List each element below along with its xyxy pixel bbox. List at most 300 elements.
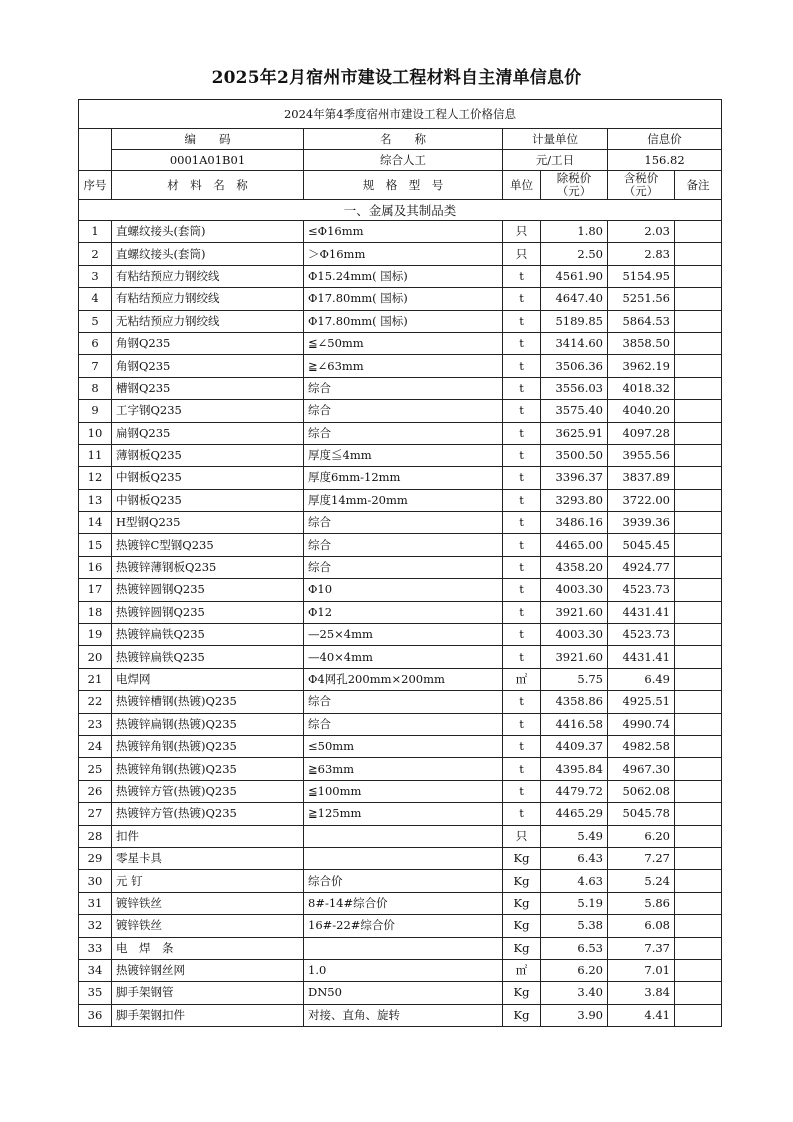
row-number: 17 bbox=[79, 579, 112, 601]
table-row bbox=[79, 467, 722, 489]
spec-model: 综合 bbox=[304, 556, 503, 578]
row-number: 32 bbox=[79, 915, 112, 937]
material-name: 热镀锌扁铁Q235 bbox=[112, 646, 304, 668]
price-inc-tax: 4431.41 bbox=[608, 646, 675, 668]
spec-model bbox=[304, 825, 503, 847]
material-name: 扁钢Q235 bbox=[112, 422, 304, 444]
note bbox=[675, 624, 722, 646]
spec-model bbox=[304, 937, 503, 959]
unit: Kg bbox=[503, 915, 541, 937]
price-header: 信息价 bbox=[608, 129, 722, 150]
row-number: 8 bbox=[79, 377, 112, 399]
table-row bbox=[79, 780, 722, 802]
price-inc-tax: 6.08 bbox=[608, 915, 675, 937]
price-inc-tax: 3.84 bbox=[608, 982, 675, 1004]
note bbox=[675, 825, 722, 847]
price-ex-tax: 2.50 bbox=[541, 243, 608, 265]
row-number: 4 bbox=[79, 288, 112, 310]
price-inc-tax: 2.03 bbox=[608, 221, 675, 243]
code-header: 编 码 bbox=[112, 129, 304, 150]
table-row bbox=[79, 556, 722, 578]
unit: Kg bbox=[503, 847, 541, 869]
price-inc-tax: 5154.95 bbox=[608, 265, 675, 287]
table-row bbox=[79, 959, 722, 981]
note bbox=[675, 870, 722, 892]
price-ex-tax: 4479.72 bbox=[541, 780, 608, 802]
labor-value-row bbox=[79, 150, 722, 171]
table-row bbox=[79, 332, 722, 354]
unit: t bbox=[503, 489, 541, 511]
price-ex-tax: 5.38 bbox=[541, 915, 608, 937]
material-name: 有粘结预应力钢绞线 bbox=[112, 288, 304, 310]
material-name: 中钢板Q235 bbox=[112, 467, 304, 489]
price-ex-tax: 5189.85 bbox=[541, 310, 608, 332]
spec-model: Φ10 bbox=[304, 579, 503, 601]
table-row bbox=[79, 534, 722, 556]
spec-model: 厚度6mm-12mm bbox=[304, 467, 503, 489]
table-row bbox=[79, 758, 722, 780]
unit: ㎡ bbox=[503, 668, 541, 690]
section-title: 一、金属及其制品类 bbox=[79, 200, 722, 221]
labor-title-row bbox=[79, 100, 722, 129]
spec-model: ≧63mm bbox=[304, 758, 503, 780]
note bbox=[675, 758, 722, 780]
row-number: 5 bbox=[79, 310, 112, 332]
price-ex-tax: 4465.00 bbox=[541, 534, 608, 556]
price-ex-tax: 4647.40 bbox=[541, 288, 608, 310]
price-ex-tax: 4409.37 bbox=[541, 735, 608, 757]
price-inc-tax: 7.37 bbox=[608, 937, 675, 959]
material-name: 热镀锌薄钢板Q235 bbox=[112, 556, 304, 578]
table-row bbox=[79, 668, 722, 690]
table-row bbox=[79, 288, 722, 310]
row-number: 30 bbox=[79, 870, 112, 892]
price-inc-tax: 5251.56 bbox=[608, 288, 675, 310]
spec-model: 综合 bbox=[304, 400, 503, 422]
price-ex-tax: 4465.29 bbox=[541, 803, 608, 825]
table-row bbox=[79, 982, 722, 1004]
price-inc-tax: 4924.77 bbox=[608, 556, 675, 578]
name-header: 名 称 bbox=[304, 129, 503, 150]
spec-model: 综合 bbox=[304, 377, 503, 399]
spec-model: ≦100mm bbox=[304, 780, 503, 802]
price-ex-tax: 3396.37 bbox=[541, 467, 608, 489]
labor-unit: 元/工日 bbox=[503, 150, 608, 171]
spec-model: 厚度14mm-20mm bbox=[304, 489, 503, 511]
unit: t bbox=[503, 691, 541, 713]
price-ex-tax: 4395.84 bbox=[541, 758, 608, 780]
material-name: 热镀锌方管(热镀)Q235 bbox=[112, 780, 304, 802]
table-row bbox=[79, 512, 722, 534]
material-name: 热镀锌扁钢(热镀)Q235 bbox=[112, 713, 304, 735]
material-name: 中钢板Q235 bbox=[112, 489, 304, 511]
note bbox=[675, 288, 722, 310]
unit: 只 bbox=[503, 221, 541, 243]
spec-model: 厚度≦4mm bbox=[304, 444, 503, 466]
unit: ㎡ bbox=[503, 959, 541, 981]
unit-header: 计量单位 bbox=[503, 129, 608, 150]
table-row bbox=[79, 691, 722, 713]
unit: t bbox=[503, 467, 541, 489]
price-inc-tax: 4097.28 bbox=[608, 422, 675, 444]
table-row bbox=[79, 847, 722, 869]
table-row bbox=[79, 355, 722, 377]
note bbox=[675, 691, 722, 713]
price-inc-tax: 4982.58 bbox=[608, 735, 675, 757]
unit: t bbox=[503, 624, 541, 646]
material-name: 镀锌铁丝 bbox=[112, 915, 304, 937]
price-inc-tax: 5045.45 bbox=[608, 534, 675, 556]
unit: t bbox=[503, 534, 541, 556]
spec-model: 综合 bbox=[304, 512, 503, 534]
material-name: 扣件 bbox=[112, 825, 304, 847]
labor-header-row bbox=[79, 129, 722, 150]
labor-title: 2024年第4季度宿州市建设工程人工价格信息 bbox=[79, 100, 722, 129]
inc-tax-header: 含税价 （元） bbox=[608, 171, 675, 200]
row-number: 9 bbox=[79, 400, 112, 422]
note bbox=[675, 601, 722, 623]
price-ex-tax: 4.63 bbox=[541, 870, 608, 892]
row-number: 6 bbox=[79, 332, 112, 354]
spec-model: 综合 bbox=[304, 691, 503, 713]
labor-name: 综合人工 bbox=[304, 150, 503, 171]
price-inc-tax: 4431.41 bbox=[608, 601, 675, 623]
price-inc-tax: 4018.32 bbox=[608, 377, 675, 399]
note bbox=[675, 355, 722, 377]
blank-cell bbox=[79, 129, 112, 171]
unit: t bbox=[503, 579, 541, 601]
material-name: 元 钉 bbox=[112, 870, 304, 892]
price-inc-tax: 4523.73 bbox=[608, 624, 675, 646]
material-name: 热镀锌C型钢Q235 bbox=[112, 534, 304, 556]
note bbox=[675, 243, 722, 265]
row-number: 34 bbox=[79, 959, 112, 981]
material-name: 镀锌铁丝 bbox=[112, 892, 304, 914]
price-ex-tax: 3.90 bbox=[541, 1004, 608, 1026]
row-number: 24 bbox=[79, 735, 112, 757]
note bbox=[675, 489, 722, 511]
material-name: 薄钢板Q235 bbox=[112, 444, 304, 466]
spec-model: Φ17.80mm( 国标) bbox=[304, 310, 503, 332]
ex-tax-header: 除税价 （元） bbox=[541, 171, 608, 200]
unit: Kg bbox=[503, 982, 541, 1004]
spec-model: ≤Φ16mm bbox=[304, 221, 503, 243]
spec-header: 规 格 型 号 bbox=[304, 171, 503, 200]
price-inc-tax: 3858.50 bbox=[608, 332, 675, 354]
material-name: 直螺纹接头(套筒) bbox=[112, 221, 304, 243]
note bbox=[675, 646, 722, 668]
note bbox=[675, 422, 722, 444]
material-name: 脚手架钢扣件 bbox=[112, 1004, 304, 1026]
material-name: 角钢Q235 bbox=[112, 332, 304, 354]
price-inc-tax: 5864.53 bbox=[608, 310, 675, 332]
spec-model: Φ17.80mm( 国标) bbox=[304, 288, 503, 310]
table-row bbox=[79, 892, 722, 914]
material-name: 工字钢Q235 bbox=[112, 400, 304, 422]
note bbox=[675, 959, 722, 981]
price-ex-tax: 3.40 bbox=[541, 982, 608, 1004]
note bbox=[675, 892, 722, 914]
price-ex-tax: 4003.30 bbox=[541, 579, 608, 601]
spec-model: ＞Φ16mm bbox=[304, 243, 503, 265]
material-header: 材 料 名 称 bbox=[112, 171, 304, 200]
price-inc-tax: 4040.20 bbox=[608, 400, 675, 422]
spec-model bbox=[304, 847, 503, 869]
price-ex-tax: 3414.60 bbox=[541, 332, 608, 354]
unit-col-header: 单位 bbox=[503, 171, 541, 200]
labor-price: 156.82 bbox=[608, 150, 722, 171]
table-row bbox=[79, 444, 722, 466]
unit: 只 bbox=[503, 825, 541, 847]
table-row bbox=[79, 377, 722, 399]
table-row bbox=[79, 601, 722, 623]
price-ex-tax: 6.43 bbox=[541, 847, 608, 869]
price-inc-tax: 5.24 bbox=[608, 870, 675, 892]
spec-model: Φ12 bbox=[304, 601, 503, 623]
unit: t bbox=[503, 601, 541, 623]
row-number: 1 bbox=[79, 221, 112, 243]
row-number: 19 bbox=[79, 624, 112, 646]
unit: t bbox=[503, 758, 541, 780]
price-ex-tax: 3575.40 bbox=[541, 400, 608, 422]
material-name: 直螺纹接头(套筒) bbox=[112, 243, 304, 265]
spec-model: ≦∠50mm bbox=[304, 332, 503, 354]
material-name: 热镀锌槽钢(热镀)Q235 bbox=[112, 691, 304, 713]
note bbox=[675, 1004, 722, 1026]
note bbox=[675, 221, 722, 243]
column-header-row bbox=[79, 171, 722, 200]
price-inc-tax: 4990.74 bbox=[608, 713, 675, 735]
spec-model: —40×4mm bbox=[304, 646, 503, 668]
table-row bbox=[79, 915, 722, 937]
note bbox=[675, 265, 722, 287]
row-number: 35 bbox=[79, 982, 112, 1004]
row-number: 28 bbox=[79, 825, 112, 847]
price-ex-tax: 5.49 bbox=[541, 825, 608, 847]
price-ex-tax: 3556.03 bbox=[541, 377, 608, 399]
material-name: H型钢Q235 bbox=[112, 512, 304, 534]
unit: t bbox=[503, 422, 541, 444]
spec-model: 综合 bbox=[304, 534, 503, 556]
spec-model: Φ15.24mm( 国标) bbox=[304, 265, 503, 287]
note bbox=[675, 937, 722, 959]
price-inc-tax: 3837.89 bbox=[608, 467, 675, 489]
price-ex-tax: 3506.36 bbox=[541, 355, 608, 377]
table-row bbox=[79, 265, 722, 287]
note bbox=[675, 534, 722, 556]
price-ex-tax: 4416.58 bbox=[541, 713, 608, 735]
material-name: 热镀锌钢丝网 bbox=[112, 959, 304, 981]
price-inc-tax: 3722.00 bbox=[608, 489, 675, 511]
material-name: 热镀锌角钢(热镀)Q235 bbox=[112, 735, 304, 757]
price-inc-tax: 7.27 bbox=[608, 847, 675, 869]
price-inc-tax: 6.20 bbox=[608, 825, 675, 847]
price-inc-tax: 5045.78 bbox=[608, 803, 675, 825]
unit: t bbox=[503, 713, 541, 735]
price-inc-tax: 7.01 bbox=[608, 959, 675, 981]
material-name: 热镀锌圆钢Q235 bbox=[112, 601, 304, 623]
price-inc-tax: 6.49 bbox=[608, 668, 675, 690]
price-inc-tax: 3962.19 bbox=[608, 355, 675, 377]
table-row bbox=[79, 713, 722, 735]
note bbox=[675, 310, 722, 332]
table-row bbox=[79, 870, 722, 892]
price-ex-tax: 4561.90 bbox=[541, 265, 608, 287]
unit: t bbox=[503, 288, 541, 310]
row-number: 21 bbox=[79, 668, 112, 690]
row-number: 14 bbox=[79, 512, 112, 534]
price-ex-tax: 4358.20 bbox=[541, 556, 608, 578]
unit: t bbox=[503, 332, 541, 354]
note bbox=[675, 332, 722, 354]
note-header: 备注 bbox=[675, 171, 722, 200]
price-inc-tax: 4967.30 bbox=[608, 758, 675, 780]
material-name: 零星卡具 bbox=[112, 847, 304, 869]
material-name: 有粘结预应力钢绞线 bbox=[112, 265, 304, 287]
row-number: 20 bbox=[79, 646, 112, 668]
row-number: 31 bbox=[79, 892, 112, 914]
table-row bbox=[79, 489, 722, 511]
unit: t bbox=[503, 377, 541, 399]
note bbox=[675, 780, 722, 802]
price-inc-tax: 5.86 bbox=[608, 892, 675, 914]
note bbox=[675, 467, 722, 489]
spec-model: 综合 bbox=[304, 422, 503, 444]
unit: Kg bbox=[503, 892, 541, 914]
row-number: 15 bbox=[79, 534, 112, 556]
table-row bbox=[79, 937, 722, 959]
row-number: 29 bbox=[79, 847, 112, 869]
price-ex-tax: 3625.91 bbox=[541, 422, 608, 444]
row-number: 3 bbox=[79, 265, 112, 287]
note bbox=[675, 556, 722, 578]
row-number: 18 bbox=[79, 601, 112, 623]
spec-model: —25×4mm bbox=[304, 624, 503, 646]
table-row bbox=[79, 579, 722, 601]
note bbox=[675, 713, 722, 735]
spec-model: Φ4网孔200mm×200mm bbox=[304, 668, 503, 690]
seq-header: 序号 bbox=[79, 171, 112, 200]
unit: t bbox=[503, 444, 541, 466]
price-inc-tax: 3939.36 bbox=[608, 512, 675, 534]
price-inc-tax: 4925.51 bbox=[608, 691, 675, 713]
price-table bbox=[78, 99, 722, 1027]
material-name: 热镀锌方管(热镀)Q235 bbox=[112, 803, 304, 825]
unit: t bbox=[503, 265, 541, 287]
price-ex-tax: 3486.16 bbox=[541, 512, 608, 534]
price-ex-tax: 5.19 bbox=[541, 892, 608, 914]
table-row bbox=[79, 624, 722, 646]
material-name: 热镀锌扁铁Q235 bbox=[112, 624, 304, 646]
price-inc-tax: 2.83 bbox=[608, 243, 675, 265]
price-ex-tax: 1.80 bbox=[541, 221, 608, 243]
table-row bbox=[79, 243, 722, 265]
price-inc-tax: 3955.56 bbox=[608, 444, 675, 466]
price-ex-tax: 6.20 bbox=[541, 959, 608, 981]
table-row bbox=[79, 803, 722, 825]
table-row bbox=[79, 735, 722, 757]
material-name: 角钢Q235 bbox=[112, 355, 304, 377]
spec-model: 8#-14#综合价 bbox=[304, 892, 503, 914]
spec-model: DN50 bbox=[304, 982, 503, 1004]
note bbox=[675, 982, 722, 1004]
row-number: 33 bbox=[79, 937, 112, 959]
unit: t bbox=[503, 735, 541, 757]
table-row bbox=[79, 646, 722, 668]
unit: t bbox=[503, 556, 541, 578]
price-ex-tax: 5.75 bbox=[541, 668, 608, 690]
price-ex-tax: 4358.86 bbox=[541, 691, 608, 713]
spec-model: 1.0 bbox=[304, 959, 503, 981]
row-number: 12 bbox=[79, 467, 112, 489]
spec-model: 对接、直角、旋转 bbox=[304, 1004, 503, 1026]
note bbox=[675, 400, 722, 422]
price-ex-tax: 3293.80 bbox=[541, 489, 608, 511]
note bbox=[675, 377, 722, 399]
table-row bbox=[79, 310, 722, 332]
spec-model: 综合价 bbox=[304, 870, 503, 892]
row-number: 13 bbox=[79, 489, 112, 511]
table-row bbox=[79, 221, 722, 243]
row-number: 36 bbox=[79, 1004, 112, 1026]
row-number: 11 bbox=[79, 444, 112, 466]
row-number: 27 bbox=[79, 803, 112, 825]
spec-model: ≤50mm bbox=[304, 735, 503, 757]
price-inc-tax: 5062.08 bbox=[608, 780, 675, 802]
price-ex-tax: 6.53 bbox=[541, 937, 608, 959]
unit: t bbox=[503, 355, 541, 377]
unit: Kg bbox=[503, 937, 541, 959]
material-name: 电 焊 条 bbox=[112, 937, 304, 959]
row-number: 16 bbox=[79, 556, 112, 578]
table-row bbox=[79, 1004, 722, 1026]
unit: t bbox=[503, 512, 541, 534]
spec-model: ≧125mm bbox=[304, 803, 503, 825]
price-inc-tax: 4523.73 bbox=[608, 579, 675, 601]
row-number: 25 bbox=[79, 758, 112, 780]
spec-model: 综合 bbox=[304, 713, 503, 735]
row-number: 22 bbox=[79, 691, 112, 713]
note bbox=[675, 579, 722, 601]
unit: 只 bbox=[503, 243, 541, 265]
note bbox=[675, 512, 722, 534]
note bbox=[675, 735, 722, 757]
labor-code: 0001A01B01 bbox=[112, 150, 304, 171]
note bbox=[675, 803, 722, 825]
price-ex-tax: 3921.60 bbox=[541, 601, 608, 623]
spec-model: 16#-22#综合价 bbox=[304, 915, 503, 937]
unit: t bbox=[503, 780, 541, 802]
row-number: 26 bbox=[79, 780, 112, 802]
table-row bbox=[79, 422, 722, 444]
section-row bbox=[79, 200, 722, 221]
unit: Kg bbox=[503, 1004, 541, 1026]
note bbox=[675, 847, 722, 869]
material-name: 脚手架钢管 bbox=[112, 982, 304, 1004]
row-number: 10 bbox=[79, 422, 112, 444]
unit: t bbox=[503, 646, 541, 668]
note bbox=[675, 915, 722, 937]
material-name: 热镀锌圆钢Q235 bbox=[112, 579, 304, 601]
table-row bbox=[79, 825, 722, 847]
price-ex-tax: 3921.60 bbox=[541, 646, 608, 668]
material-name: 槽钢Q235 bbox=[112, 377, 304, 399]
material-name: 电焊网 bbox=[112, 668, 304, 690]
table-row bbox=[79, 400, 722, 422]
row-number: 23 bbox=[79, 713, 112, 735]
unit: t bbox=[503, 400, 541, 422]
unit: t bbox=[503, 803, 541, 825]
